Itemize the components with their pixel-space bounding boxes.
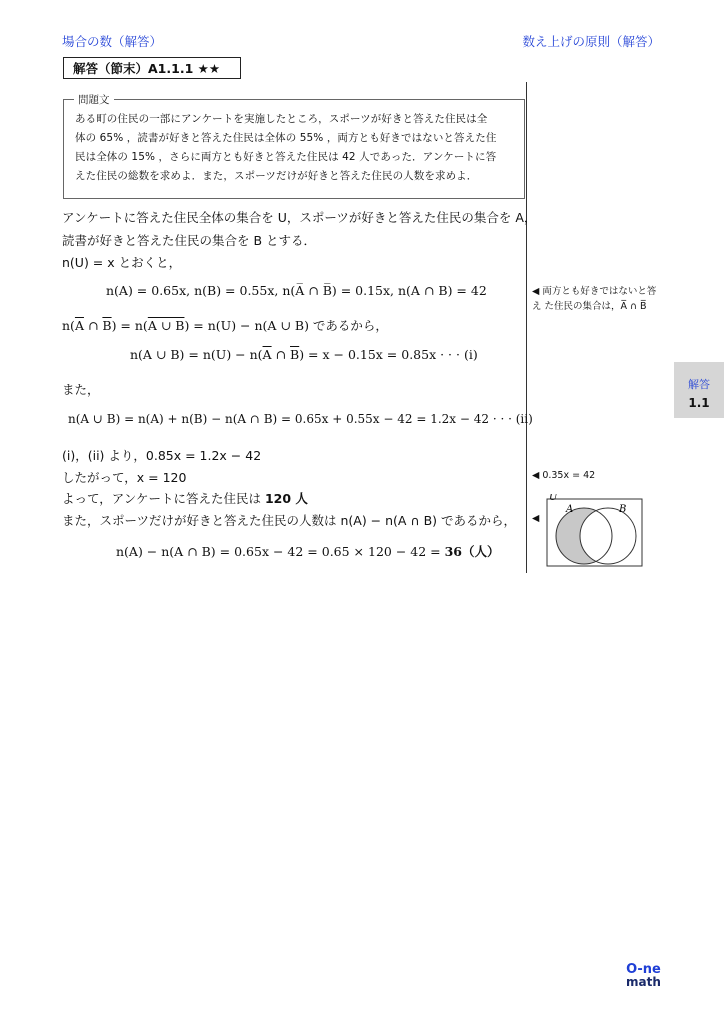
side-note-line: ◀ 両方とも好きではないと答 bbox=[532, 286, 657, 297]
chapter-tab-number: 1.1 bbox=[688, 396, 710, 410]
problem-text bbox=[75, 110, 515, 186]
chapter-tab-label: 解答 bbox=[688, 378, 710, 391]
solution-line: 読書が好きと答えた住民の集合を B とする． bbox=[62, 233, 317, 248]
complement-identity: $n(\overline{A}$ ∩ $\overline{B}) = n(A$ ∪ B) = n(U) − n(A ∪ B) bbox=[62, 318, 313, 333]
text-suffix: であるから， bbox=[312, 318, 388, 333]
answer-prefix: よって，アンケートに答えた住民は bbox=[62, 491, 265, 506]
side-note-3: ◀ bbox=[532, 513, 540, 524]
problem-line: 民は全体の 15% ，さらに両方とも好きと答えた住民は 42 人であった．アンケートに答 bbox=[75, 151, 497, 163]
logo-line-2: math bbox=[626, 975, 661, 989]
solution-line bbox=[62, 316, 388, 334]
venn-label-b: B bbox=[619, 504, 627, 515]
side-note-line: え た住民の集合は，A̅ ∩ B̅ bbox=[532, 301, 647, 312]
venn-diagram bbox=[546, 494, 644, 568]
solution-line bbox=[62, 489, 308, 507]
eq2-prefix: n(A ∪ B) = n(U) − n( bbox=[130, 347, 263, 362]
margin-divider bbox=[526, 82, 527, 573]
eq2-suffix: ) = x − 0.15x = 0.85x · · · (i) bbox=[299, 347, 478, 362]
problem-line: えた住民の総数を求めよ．また，スポーツだけが好きと答えた住民の人数を求めよ． bbox=[75, 170, 478, 182]
side-note-1 bbox=[532, 284, 656, 314]
problem-label: 問題文 bbox=[74, 92, 114, 107]
header-right-title: 数え上げの原則（解答） bbox=[522, 34, 660, 49]
answer-sports-only: 36（人） bbox=[444, 544, 500, 559]
chapter-tab bbox=[674, 362, 724, 418]
problem-line: ある町の住民の一部にアンケートを実施したところ，スポーツが好きと答えた住民は全 bbox=[75, 113, 488, 125]
solution-line: また， bbox=[62, 382, 100, 397]
venn-label-a: A bbox=[566, 504, 574, 515]
solution-line: したがって，x = 120 bbox=[62, 470, 187, 485]
venn-label-u: U bbox=[549, 494, 558, 503]
solution-line: n(U) = x とおくと， bbox=[62, 255, 182, 270]
solution-line: アンケートに答えた住民全体の集合を U，スポーツが好きと答えた住民の集合を A， bbox=[62, 210, 537, 225]
equation-2: n(A ∪ $B) = n(U) - n(\overline{A}$ ∩ $\overline{B}) = x - 0.15x = 0.85x$ · · · (i) bbox=[130, 347, 478, 362]
header-left-title: 場合の数（解答） bbox=[62, 34, 163, 49]
problem-line: 体の 65% ，読書が好きと答えた住民は全体の 55% ，両方とも好きではないと答えた住 bbox=[75, 132, 497, 144]
onemath-logo bbox=[626, 963, 661, 989]
solution-line: (i)，(ii) より，0.85x = 1.2x − 42 bbox=[62, 448, 262, 463]
solution-line: また，スポーツだけが好きと答えた住民の人数は n(A) − n(A ∩ B) であるから， bbox=[62, 513, 516, 528]
eq4-prefix: n(A) − n(A ∩ B) = 0.65x − 42 = 0.65 × 120 − 42 = bbox=[116, 544, 445, 559]
section-title: 解答（節末）A1.1.1 ★★ bbox=[63, 57, 241, 79]
equation-3: n(A ∪ B) = n(A) + n(B) − n(A ∩ B) = 0.65x + 0.55x − 42 = 1.2x − 42 · · · (ii) bbox=[68, 412, 533, 426]
logo-line-1: O-ne bbox=[626, 962, 661, 977]
equation-4 bbox=[116, 542, 500, 560]
equation-1: n(A) = 0.65x, n(B) = 0.55x, n(A̅ ∩ B̅) = 0.15x, n(A ∩ B) = 42 bbox=[106, 283, 487, 298]
answer-total: 120 人 bbox=[264, 491, 308, 506]
side-note-2: ◀ 0.35x = 42 bbox=[532, 470, 596, 481]
